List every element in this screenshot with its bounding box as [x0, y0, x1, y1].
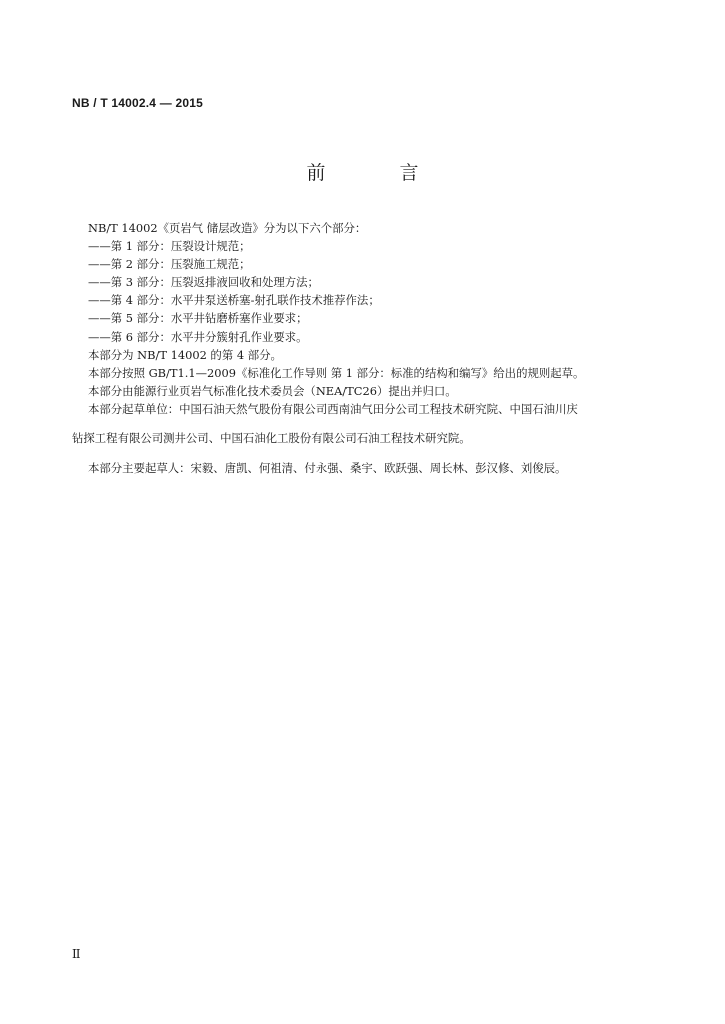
foreword-body	[72, 219, 663, 477]
this-part-paragraph: 本部分为 NB/T 14002 的第 4 部分。	[88, 347, 282, 362]
drafting-units-line: 钻探工程有限公司测井公司、中国石油化工股份有限公司石油工程技术研究院。	[72, 431, 471, 446]
intro-paragraph: NB/T 14002《页岩气 储层改造》分为以下六个部分：	[88, 221, 367, 235]
part-list-item: ——第 1 部分：压裂设计规范；	[88, 239, 251, 254]
part-list-item: ——第 4 部分：水平井泵送桥塞-射孔联作技术推荐作法；	[88, 293, 380, 308]
drafting-units-line: 本部分起草单位：中国石油天然气股份有限公司西南油气田分公司工程技术研究院、中国石油川庆	[88, 401, 578, 416]
drafting-rule-paragraph: 本部分按照 GB/T1.1—2009《标准化工作导则 第 1 部分：标准的结构和编写》给出的规则起草。	[88, 365, 585, 380]
standard-code: NB / T 14002.4 — 2015	[72, 96, 203, 110]
standard-code-header	[72, 96, 203, 110]
drafters-paragraph: 本部分主要起草人：宋毅、唐凯、何祖清、付永强、桑宇、欧跃强、周长林、彭汉修、刘俊辰。	[88, 460, 567, 475]
drafting-units-paragraph	[72, 400, 663, 448]
part-list-item: ——第 6 部分：水平井分簇射孔作业要求。	[88, 329, 308, 344]
page-title: 前 言	[306, 162, 453, 184]
page-number: II	[72, 947, 80, 961]
part-list-item: ——第 3 部分：压裂返排液回收和处理方法；	[88, 275, 319, 290]
proposed-by-paragraph: 本部分由能源行业页岩气标准化技术委员会（NEA/TC26）提出并归口。	[88, 383, 457, 398]
part-list-item: ——第 5 部分：水平井钻磨桥塞作业要求；	[88, 311, 308, 326]
part-list-item: ——第 2 部分：压裂施工规范；	[88, 257, 251, 272]
